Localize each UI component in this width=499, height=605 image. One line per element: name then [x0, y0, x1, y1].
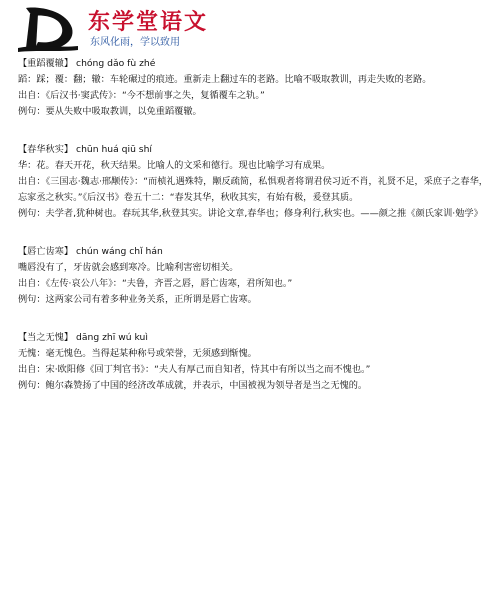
logo-d-icon: [16, 4, 80, 54]
idiom-definition: 蹈：踩；覆：翻；辙：车轮碾过的痕迹。重新走上翻过车的老路。比喻不吸取教训，再走失败的老路。: [18, 74, 432, 85]
idiom-pinyin: dāng zhī wú kuì: [76, 332, 148, 343]
idiom-heading: [18, 142, 492, 158]
idiom-pinyin: chún wáng chǐ hán: [76, 246, 163, 257]
idiom-example: 例句：鲍尔森赞扬了中国的经济改革成就，并表示，中国被视为领导者是当之无愧的。: [18, 380, 368, 391]
idiom-heading: [18, 56, 492, 72]
idiom-definition: 无愧：毫无愧色。当得起某种称号或荣誉，无须感到惭愧。: [18, 348, 257, 359]
brand-slogan: 东风化雨，学以致用: [90, 37, 180, 48]
idiom-source: 出自：《左传·哀公八年》：“夫鲁，齐晋之唇，唇亡齿寒，君所知也。”: [18, 278, 293, 289]
idiom-term: 【重蹈覆辙】: [18, 58, 74, 69]
idiom-pinyin: chóng dǎo fù zhé: [76, 58, 156, 69]
idiom-definition: 嘴唇没有了，牙齿就会感到寒冷。比喻利害密切相关。: [18, 262, 239, 273]
idiom-definition: 华：花。春天开花，秋天结果。比喻人的文采和德行。现也比喻学习有成果。: [18, 160, 331, 171]
brand-header: [12, 4, 312, 54]
idiom-heading: [18, 244, 492, 260]
idiom-term: 【春华秋实】: [18, 144, 74, 155]
brand-title: 东学堂语文: [88, 9, 209, 35]
idiom-term: 【当之无愧】: [18, 332, 74, 343]
idiom-entry: [18, 56, 492, 120]
idiom-entry: [18, 142, 492, 222]
idiom-pinyin: chūn huá qiū shí: [76, 144, 152, 155]
idiom-entry: [18, 330, 492, 394]
idiom-example: 例句：这两家公司有着多种业务关系，正所谓是唇亡齿寒。: [18, 294, 257, 305]
idiom-heading: [18, 330, 492, 346]
idiom-source: 出自：《后汉书·窦武传》：“今不想前事之失，复循覆车之轨。”: [18, 90, 265, 101]
idiom-example: 例句：要从失败中吸取教训，以免重蹈覆辙。: [18, 106, 202, 117]
idiom-source: 出自：《三国志·魏志·邢颙传》：“而桢礼遇殊特，颙反疏简，私惧观者将谓君侯习近不肖，礼贤不足，采庶子之春华，忘家丞之秋实。”《后汉书》卷五十二：“春发其华，秋收其实，有始有极，爰登其质。: [18, 176, 488, 203]
idiom-example: 例句：夫学者,犹种树也。春玩其华,秋登其实。讲论文章,春华也；修身利行,秋实也。——颜之推《颜氏家训·勉学》: [18, 208, 483, 219]
idiom-source: 出自：宋·欧阳修《回丁判官书》：“夫人有厚己而自知者，恃其中有所以当之而不愧也。”: [18, 364, 371, 375]
idiom-list: [18, 56, 492, 416]
idiom-term: 【唇亡齿寒】: [18, 246, 74, 257]
idiom-entry: [18, 244, 492, 308]
